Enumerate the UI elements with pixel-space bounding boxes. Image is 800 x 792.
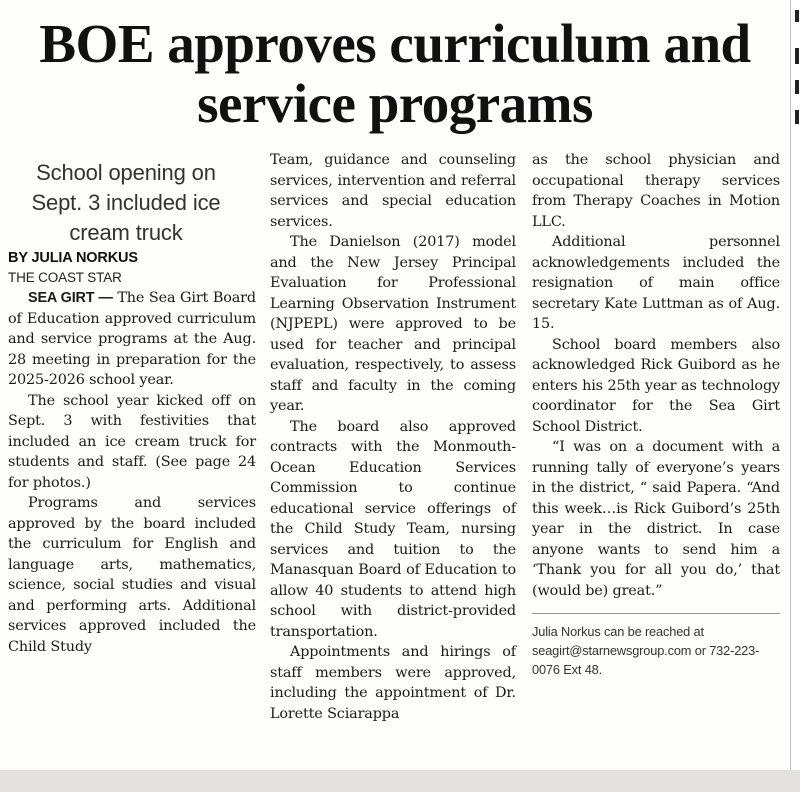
bottom-margin: [0, 770, 800, 792]
article-column-3: [532, 150, 780, 770]
article-paragraph: “I was on a document with a running tally of everyone’s years in the district, “ said Papera. “And this week…is Rick Guibord’s 25th year in the district. In case anyone wants to send him a ‘Thank you for all you do,’ that (would be) great.”: [532, 439, 780, 599]
article-column-2: [270, 150, 516, 770]
article-paragraph: Appointments and hirings of staff members were approved, including the appointment of Dr. Lorette Sciarappa: [270, 644, 516, 722]
edge-mark: [795, 10, 799, 22]
article-paragraph: Team, guidance and counseling services, intervention and referral services and special education services.: [270, 152, 516, 230]
byline: BY JULIA NORKUS: [8, 250, 138, 266]
article-paragraph: School board members also acknowledged Rick Guibord as he enters his 25th year as technology coordinator for the Sea Girt School District.: [532, 336, 780, 435]
article-paragraph: The board also approved contracts with the Monmouth-Ocean Education Services Commission to continue educational service offerings of the Child Study Team, nursing services and tuition to the Manasquan Board of Education to allow 40 students to attend high school with district-provided transportation.: [270, 418, 516, 640]
edge-mark: [795, 110, 799, 124]
contact-note: Julia Norkus can be reached at seagirt@starnewsgroup.com or 732-223-0076 Ext 48.: [532, 624, 760, 677]
contact-divider: [532, 613, 780, 614]
article-paragraph: as the school physician and occupational therapy services from Therapy Coaches in Motion LLC.: [532, 152, 780, 230]
article-paragraph: The school year kicked off on Sept. 3 with festivities that included an ice cream truck for students and staff. (See page 24 for photos.): [8, 392, 256, 491]
publication-affiliation: THE COAST STAR: [8, 270, 122, 285]
article-paragraph: The Danielson (2017) model and the New Jersey Principal Evaluation for Professional Learning Observation Instrument (NJPEPL) were approved to be used for teacher and principal evaluation, respectively, to assess staff and faculty in the coming year.: [270, 234, 516, 414]
article-paragraph: SEA GIRT — The Sea Girt Board of Education approved curriculum and service programs at the Aug. 28 meeting in preparation for the 2025-2026 school year.: [8, 290, 256, 388]
deck-subheadline: School opening on Sept. 3 included ice cream truck: [31, 160, 221, 245]
article-paragraph: Additional personnel acknowledgements included the resignation of main office secretary Kate Luttman as of Aug. 15.: [532, 234, 780, 332]
edge-mark: [795, 80, 799, 94]
dateline: SEA GIRT —: [28, 290, 113, 306]
edge-mark: [795, 48, 799, 64]
headline: BOE approves curriculum and service programs: [39, 13, 751, 134]
article-column-1: [8, 158, 256, 770]
article-paragraph: Programs and services approved by the board included the curriculum for English and language arts, mathematics, science, social studies and visual and performing arts. Additional services approved included the Child Study: [8, 495, 256, 655]
